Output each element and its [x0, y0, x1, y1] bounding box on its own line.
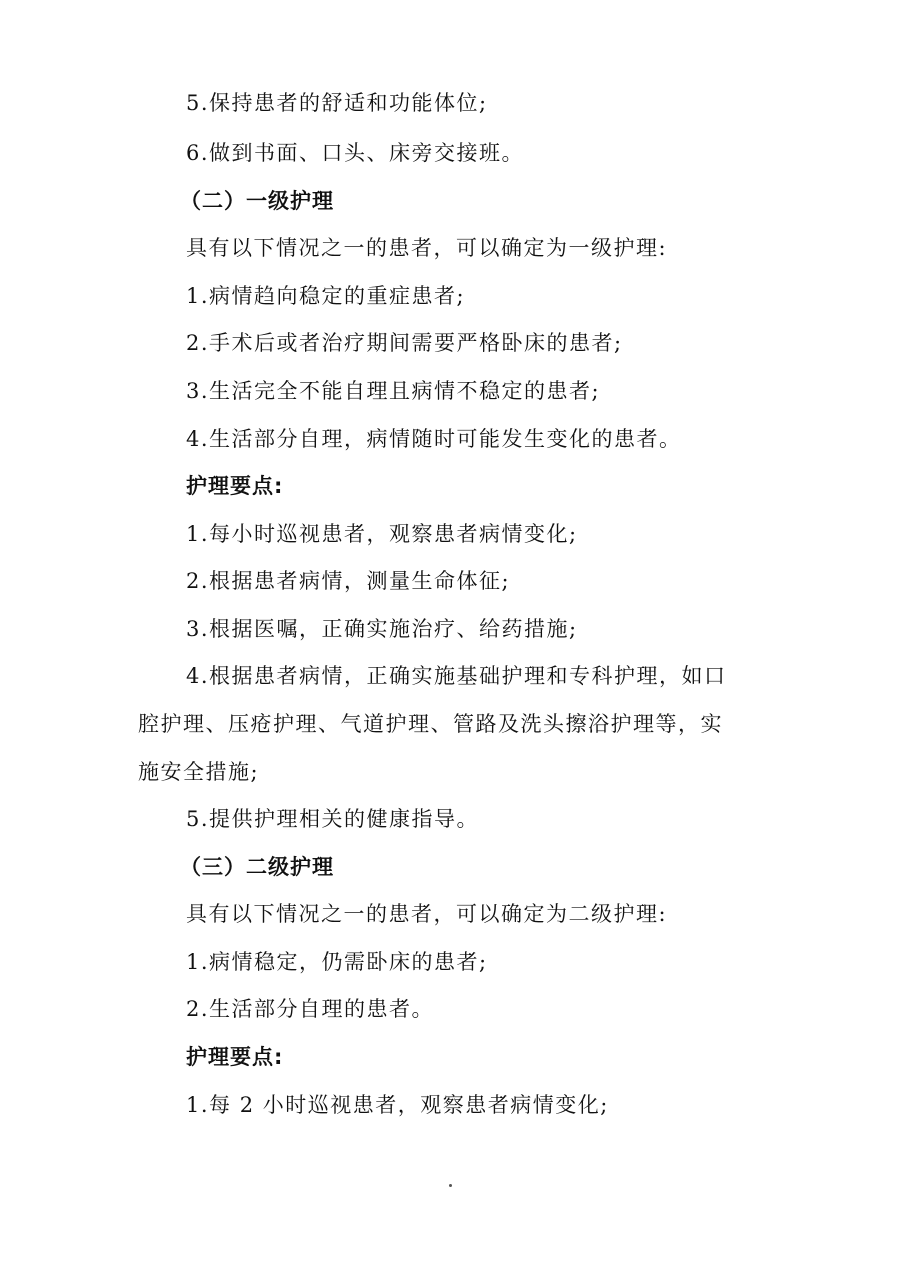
care-point-4-line-2: 腔护理、压疮护理、气道护理、管路及洗头擦浴护理等，实 [138, 712, 723, 736]
level-2-criteria-item-1: 1.病情稳定，仍需卧床的患者; [186, 950, 488, 974]
section-heading-level-1-care: （二）一级护理 [180, 189, 334, 213]
care-point-3: 3.根据医嘱，正确实施治疗、给药措施; [186, 617, 578, 641]
item-6-handover: 6.做到书面、口头、床旁交接班。 [186, 141, 525, 165]
criteria-item-3: 3.生活完全不能自理且病情不稳定的患者; [186, 379, 601, 403]
section-intro-level-2: 具有以下情况之一的患者，可以确定为二级护理: [186, 902, 668, 926]
criteria-item-1: 1.病情趋向稳定的重症患者; [186, 284, 466, 308]
level-2-care-point-1: 1.每 2 小时巡视患者，观察患者病情变化; [186, 1093, 609, 1117]
criteria-item-2: 2.手术后或者治疗期间需要严格卧床的患者; [186, 331, 623, 355]
care-point-5: 5.提供护理相关的健康指导。 [186, 807, 480, 831]
subheading-care-points-2: 护理要点: [186, 1045, 284, 1069]
level-2-criteria-item-2: 2.生活部分自理的患者。 [186, 997, 435, 1021]
subheading-care-points: 护理要点: [186, 474, 284, 498]
care-point-4-line-1: 4.根据患者病情，正确实施基础护理和专科护理，如口 [186, 664, 727, 688]
care-point-2: 2.根据患者病情，测量生命体征; [186, 569, 511, 593]
care-point-1: 1.每小时巡视患者，观察患者病情变化; [186, 522, 578, 546]
item-5-comfort-position: 5.保持患者的舒适和功能体位; [186, 91, 488, 115]
criteria-item-4: 4.生活部分自理，病情随时可能发生变化的患者。 [186, 427, 682, 451]
section-intro-level-1: 具有以下情况之一的患者，可以确定为一级护理: [186, 236, 668, 260]
section-heading-level-2-care: （三）二级护理 [180, 855, 334, 879]
care-point-4-line-3: 施安全措施; [138, 760, 260, 784]
footer-dot-mark [449, 1184, 452, 1187]
